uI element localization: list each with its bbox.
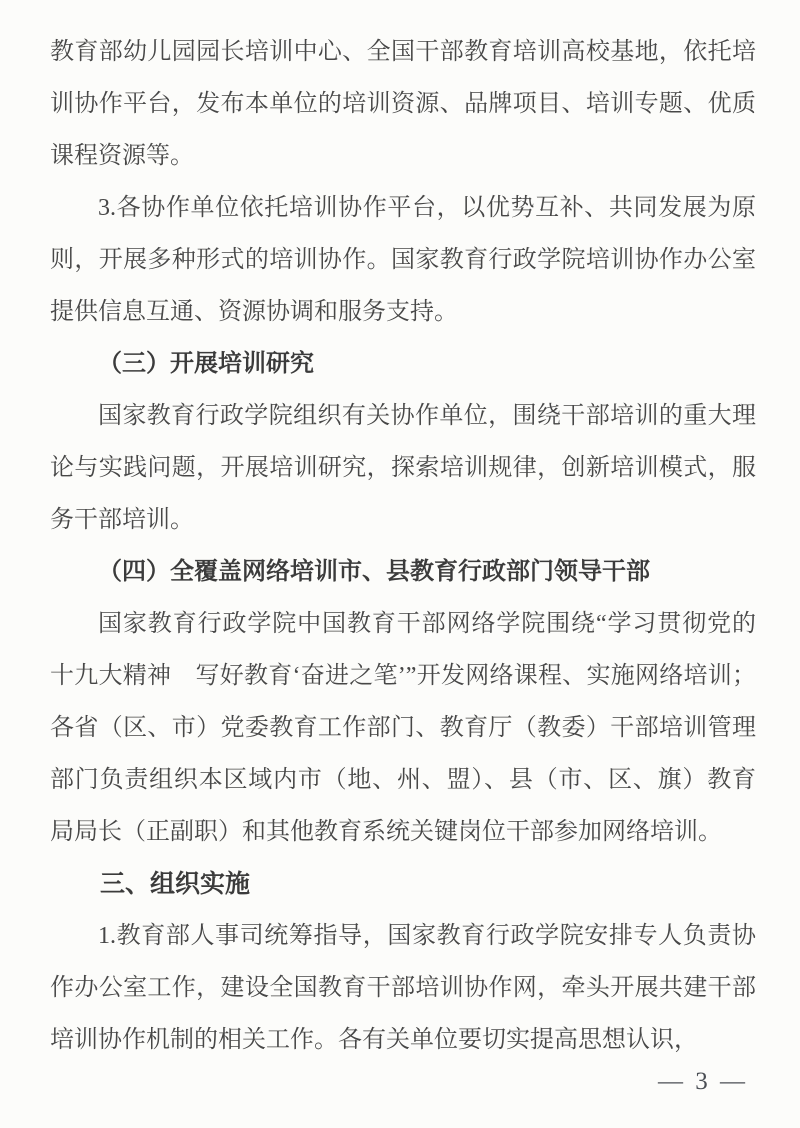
section-heading: 三、组织实施 <box>100 870 251 898</box>
document-body <box>50 26 756 1066</box>
paragraph: 教育部幼儿园园长培训中心、全国干部教育培训高校基地，依托培训协作平台，发布本单位的培训资源、品牌项目、培训专题、优质课程资源等。 <box>50 39 756 169</box>
paragraph: 1.教育部人事司统筹指导，国家教育行政学院安排专人负责协作办公室工作，建设全国教育干部培训协作网，牵头开展共建干部培训协作机制的相关工作。各有关单位要切实提高思想认识， <box>50 923 756 1053</box>
section-heading: （四）全覆盖网络培训市、县教育行政部门领导干部 <box>98 559 650 585</box>
paragraph: 3.各协作单位依托培训协作平台，以优势互补、共同发展为原则，开展多种形式的培训协作。国家教育行政学院培训协作办公室提供信息互通、资源协调和服务支持。 <box>50 195 756 325</box>
paragraph: 国家教育行政学院中国教育干部网络学院围绕“学习贯彻党的十九大精神 写好教育‘奋进之笔’”开发网络课程、实施网络培训；各省（区、市）党委教育工作部门、教育厅（教委）干部培训管理部门负责组织本区域内市（地、州、盟）、县（市、区、旗）教育局局长（正副职）和其他教育系统关键岗位干部参加网络培训。 <box>50 611 756 845</box>
section-heading: （三）开展培训研究 <box>98 351 314 377</box>
page-number: — 3 — <box>658 1068 748 1095</box>
paragraph: 国家教育行政学院组织有关协作单位，围绕干部培训的重大理论与实践问题，开展培训研究，探索培训规律，创新培训模式，服务干部培训。 <box>50 403 756 533</box>
